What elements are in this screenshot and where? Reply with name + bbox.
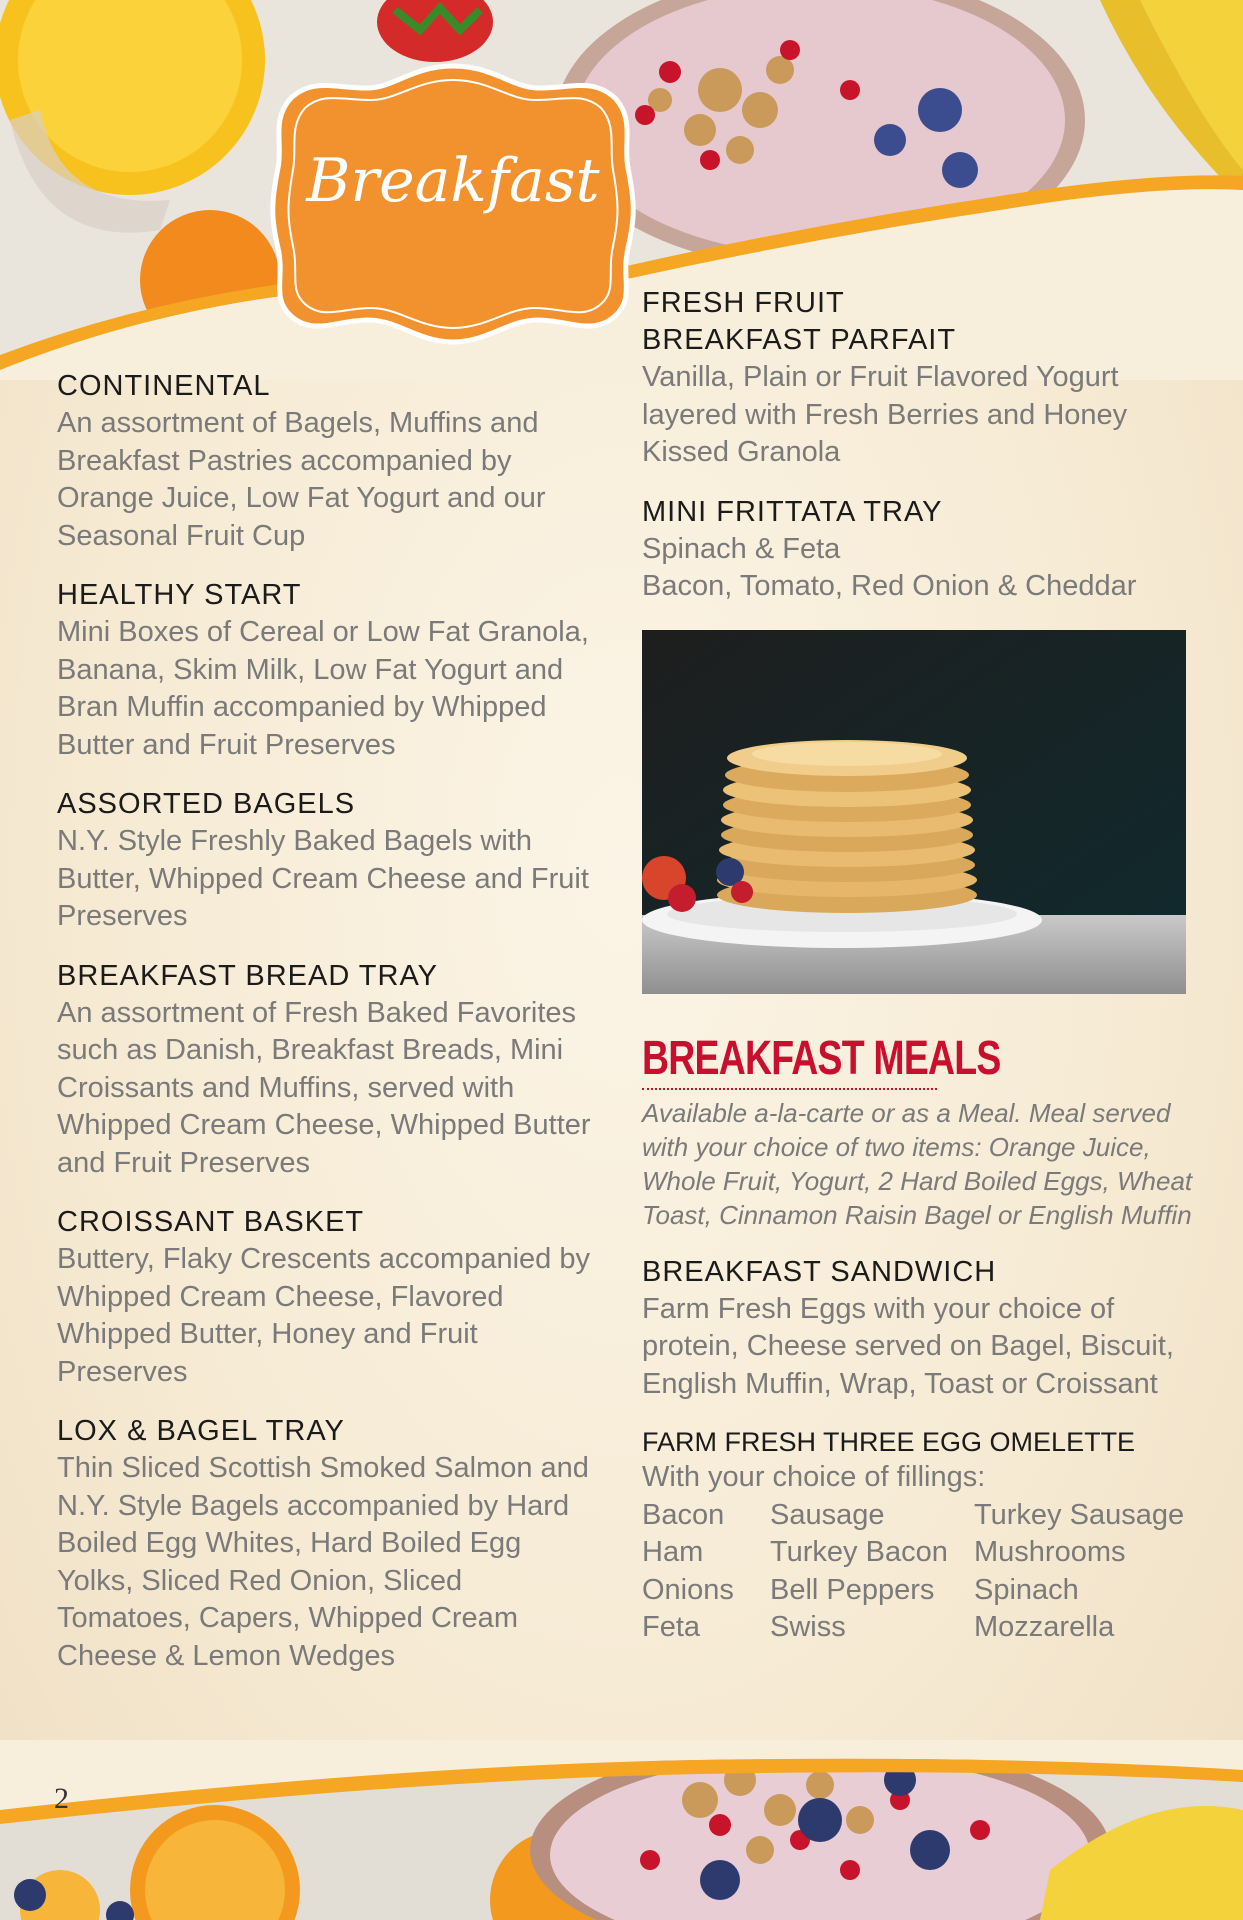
menu-item	[57, 786, 602, 936]
menu-item-omelette	[642, 1425, 1202, 1647]
right-menu-column	[642, 285, 1202, 1669]
breakfast-meals-heading: BREAKFAST MEALS	[642, 1031, 1001, 1085]
menu-item-description: Bacon, Tomato, Red Onion & Cheddar	[642, 570, 1137, 602]
menu-item-title: ASSORTED BAGELS	[57, 788, 356, 820]
menu-item-title: BREAKFAST BREAD TRAY	[57, 959, 438, 992]
filling-option: Turkey Bacon	[770, 1536, 948, 1568]
menu-item-title: BREAKFAST SANDWICH	[642, 1255, 997, 1288]
menu-item-description: Buttery, Flaky Crescents accompanied by Whipped Cream Cheese, Flavored Whipped Butter, Honey and Fruit Preserves	[57, 1243, 590, 1388]
bottom-food-photo	[0, 1740, 1243, 1920]
filling-option: Swiss	[770, 1611, 846, 1643]
filling-option: Sausage	[770, 1498, 885, 1531]
menu-item-title: FRESH FRUIT	[642, 287, 845, 319]
filling-option: Bacon	[642, 1498, 725, 1531]
filling-option: Mozzarella	[974, 1611, 1115, 1643]
breakfast-title-badge	[263, 58, 643, 348]
menu-item-title: MINI FRITTATA TRAY	[642, 495, 943, 528]
omelette-intro: With your choice of fillings:	[642, 1461, 986, 1493]
menu-item-description: Vanilla, Plain or Fruit Flavored Yogurt layered with Fresh Berries and Honey Kissed Granola	[642, 361, 1128, 468]
menu-item-title: LOX & BAGEL TRAY	[57, 1415, 345, 1447]
filling-option: Ham	[642, 1536, 704, 1568]
menu-item-parfait	[642, 285, 1202, 472]
menu-item-frittata	[642, 494, 1202, 606]
left-menu-column	[57, 368, 602, 1697]
menu-item-description: Spinach & Feta	[642, 532, 841, 565]
page-number: 2	[54, 1782, 69, 1815]
pancake-photo	[642, 630, 1186, 994]
filling-option: Onions	[642, 1573, 734, 1606]
menu-item	[57, 1413, 602, 1675]
menu-item-description: Mini Boxes of Cereal or Low Fat Granola, Banana, Skim Milk, Low Fat Yogurt and Bran Muffin accompanied by Whipped Butter and Fruit Preserves	[57, 616, 589, 761]
menu-item-description: An assortment of Bagels, Muffins and Breakfast Pastries accompanied by Orange Juice, Low Fat Yogurt and our Seasonal Fruit Cup	[57, 407, 546, 552]
menu-item	[57, 958, 602, 1183]
menu-item-title: FARM FRESH THREE EGG OMELETTE	[642, 1427, 1136, 1457]
menu-item-description: An assortment of Fresh Baked Favorites such as Danish, Breakfast Breads, Mini Croissants and Muffins, served with Whipped Cream Cheese, Whipped Butter and Fruit Preserves	[57, 996, 591, 1179]
filling-option: Mushrooms	[974, 1536, 1126, 1568]
filling-option: Turkey Sausage	[974, 1498, 1185, 1531]
filling-option: Feta	[642, 1611, 701, 1643]
menu-item-description: Farm Fresh Eggs with your choice of protein, Cheese served on Bagel, Biscuit, English Muffin, Wrap, Toast or Croissant	[642, 1292, 1174, 1400]
menu-item-description: Thin Sliced Scottish Smoked Salmon and N.Y. Style Bagels accompanied by Hard Boiled Egg Whites, Hard Boiled Egg Yolks, Sliced Red Onion, Sliced Tomatoes, Capers, Whipped Cream Cheese & Lemon Wedges	[57, 1452, 589, 1672]
meals-note: Available a-la-carte or as a Meal. Meal served with your choice of two items: Orange Juice, Whole Fruit, Yogurt, 2 Hard Boiled Eggs, Wheat Toast, Cinnamon Raisin Bagel or English Muffin	[642, 1097, 1193, 1230]
menu-item-sandwich	[642, 1254, 1202, 1404]
menu-item-title: CONTINENTAL	[57, 370, 271, 402]
menu-item-description: N.Y. Style Freshly Baked Bagels with Butter, Whipped Cream Cheese and Fruit Preserves	[57, 825, 589, 932]
menu-item	[57, 577, 602, 764]
menu-item-title: CROISSANT BASKET	[57, 1206, 365, 1238]
menu-item	[57, 1204, 602, 1391]
menu-item	[57, 368, 602, 555]
menu-item-title: BREAKFAST PARFAIT	[642, 324, 957, 356]
fillings-grid	[642, 1497, 1202, 1647]
menu-item-title: HEALTHY START	[57, 579, 302, 611]
page-title: Breakfast	[306, 146, 600, 216]
heading-dotted-underline	[642, 1088, 937, 1090]
filling-option: Bell Peppers	[770, 1573, 935, 1606]
filling-option: Spinach	[974, 1573, 1079, 1606]
